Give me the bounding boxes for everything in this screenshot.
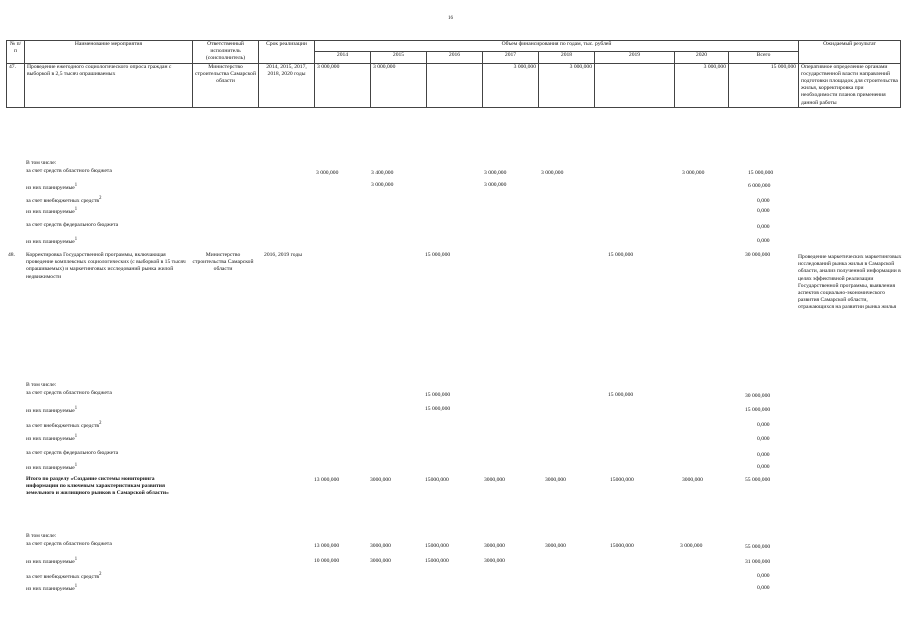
row48-term: 2016, 2019 годы [264,252,302,258]
summary-obl-2014: 13 000,000 [314,543,340,549]
year-2018-header: 2018 [539,52,595,63]
summary-planned-2015: 3000,000 [370,558,391,564]
row47-2015: 3 000,000 [371,63,427,107]
summary-obl-2018: 3000,000 [545,543,566,549]
summary-obl-total: 55 000,000 [745,544,771,550]
summary-planned-2016: 15000,000 [425,558,449,564]
summary-obl-2020: 3 000,000 [680,543,703,549]
row48-fed-label: за счет средств федерального бюджета [26,450,119,456]
col-executor-header: Ответственный исполнитель (соисполнитель) [193,41,259,64]
row47-fed-total: 0,000 [757,224,770,230]
row47-planned-label: из них планируемые$^1$ [26,183,78,191]
row47-obl-2017: 3 000,000 [484,170,507,176]
row48-planned3-label: из них планируемые$^1$ [26,463,78,471]
row47-planned2-total: 0,000 [757,208,770,214]
row47-term: 2014, 2015, 2017, 2018, 2020 годы [259,63,315,107]
summary-obl-2016: 15000,000 [425,543,449,549]
summary-title: Итого по разделу «Создание системы мониторинга информации по ключевым характеристикам развития земельного и жилищного рынков в Самарской области» [26,476,169,497]
row48-executor: Министерство строительства Самарской области [192,252,254,273]
row47-planned3-label: из них планируемые$^1$ [26,237,78,245]
summary-2014: 13 000,000 [314,477,340,483]
row48-obl-2016: 15 000,000 [425,392,451,398]
row48-num: 48. [8,252,15,258]
row47-obl-2020: 3 000,000 [682,170,705,176]
row48-result: Проведение маркетических маркетинговых исследований рынка жилья в Самарской области, анализ полученной информации в целях эффективной реализации Государственной программы, выявления аспектов социально-экономического развития Самарской области, отражающихся на развитии рынка жилья [798,254,902,311]
row47-extra-total: 0,000 [757,198,770,204]
col-funding-header: Объем финансирования по годам, тыс. рублей [315,41,799,52]
summary-planned-2017: 3000,000 [484,558,505,564]
summary-2015: 3000,000 [370,477,391,483]
summary-2019: 15000,000 [610,477,634,483]
row47-2014: 3 000,000 [315,63,371,107]
col-term-header: Срок реализации [259,41,315,64]
row48-fed-total: 0,000 [757,452,770,458]
total-header: Всего [729,52,799,63]
summary-obl-2017: 3000,000 [484,543,505,549]
row47-planned-2015: 3 000,000 [371,182,394,188]
summary-planned-total: 31 000,000 [745,559,771,565]
row47-planned2-label: из них планируемые$^1$ [26,207,78,215]
header-table [6,40,901,108]
summary-2017: 3000,000 [484,477,505,483]
summary-planned-2014: 10 000,000 [314,558,340,564]
row48-total: 30 000,000 [745,252,771,258]
row47-2018: 3 000,000 [539,63,595,107]
row48-obl-label: за счет средств областного бюджета [26,390,112,396]
row47-num: 47. [7,63,25,107]
row48-including: В том числе: [26,382,57,388]
row47-name: Проведение ежегодного социологического опроса граждан с выборкой в 2,5 тысяч опрашиваемых [25,63,193,107]
summary-extra-label: за счет внебюджетных средств$^2$ [26,572,102,580]
row47-obl-label: за счет средств областного бюджета [26,168,112,174]
summary-2020: 3000,000 [682,477,703,483]
summary-total: 55 000,000 [745,477,771,483]
row48-planned-label: из них планируемые$^1$ [26,406,78,414]
year-2015-header: 2015 [371,52,427,63]
row48-obl-total: 30 000,000 [745,393,771,399]
row47-result: Оперативное определение органами государственной власти направлений подготовки площадок для строительства жилья, корректировка при необходимости планов применения данной работы [799,63,901,107]
row48-planned3-total: 0,000 [757,464,770,470]
row48-planned2-total: 0,000 [757,436,770,442]
row47-obl-2015: 3 400,000 [371,170,394,176]
row48-obl-2019: 15 000,000 [608,392,634,398]
summary-obl-label: за счет средств областного бюджета [26,541,112,547]
year-2017-header: 2017 [483,52,539,63]
row48-2016: 15 000,000 [425,252,451,258]
year-2020-header: 2020 [675,52,729,63]
row48-name: Корректировка Государственной программы, включающая проведение комплексных социологических (с выборкой в 15 тысяч опрашиваемых) и маркетинговых исследований рынка жилой недвижимости [26,252,186,280]
row47-planned-total: 6 000,000 [748,183,771,189]
page-number: 16 [448,16,453,21]
year-2014-header: 2014 [315,52,371,63]
row47-including: В том числе: [26,160,57,166]
row47-2017: 3 000,000 [483,63,539,107]
summary-planned2-label: из них планируемые$^1$ [26,584,78,592]
summary-extra-total: 0,000 [757,573,770,579]
row47-obl-2018: 3 000,000 [541,170,564,176]
row48-planned-total: 15 000,000 [745,407,771,413]
col-name-header: Наименование мероприятия [25,41,193,64]
col-num-header: № п/п [7,41,25,64]
row48-2019: 15 000,000 [608,252,634,258]
row47-total: 15 000,000 [729,63,799,107]
row47-planned-2017: 3 000,000 [484,182,507,188]
row47-planned3-total: 0,000 [757,238,770,244]
row48-extra-total: 0,000 [757,422,770,428]
row47-fed-label: за счет средств федерального бюджета [26,222,119,228]
row47-executor: Министерство строительства Самарской области [193,63,259,107]
row47-obl-2014: 3 000,000 [316,170,339,176]
summary-2016: 15000,000 [425,477,449,483]
year-2016-header: 2016 [427,52,483,63]
row47-obl-total: 15 000,000 [748,170,774,176]
summary-obl-2019: 15000,000 [610,543,634,549]
summary-2018: 3000,000 [545,477,566,483]
col-result-header: Ожидаемый результат [799,41,901,64]
row47-extra-label: за счет внебюджетных средств$^2$ [26,196,102,204]
summary-planned-label: из них планируемые$^1$ [26,557,78,565]
summary-including: В том числе: [26,533,57,539]
row47-2020: 3 000,000 [675,63,729,107]
year-2019-header: 2019 [595,52,675,63]
row48-extra-label: за счет внебюджетных средств$^2$ [26,421,102,429]
row48-planned2-label: из них планируемые$^1$ [26,434,78,442]
summary-obl-2015: 3000,000 [370,543,391,549]
row48-planned-2016: 15 000,000 [425,406,451,412]
summary-planned2-total: 0,000 [757,585,770,591]
